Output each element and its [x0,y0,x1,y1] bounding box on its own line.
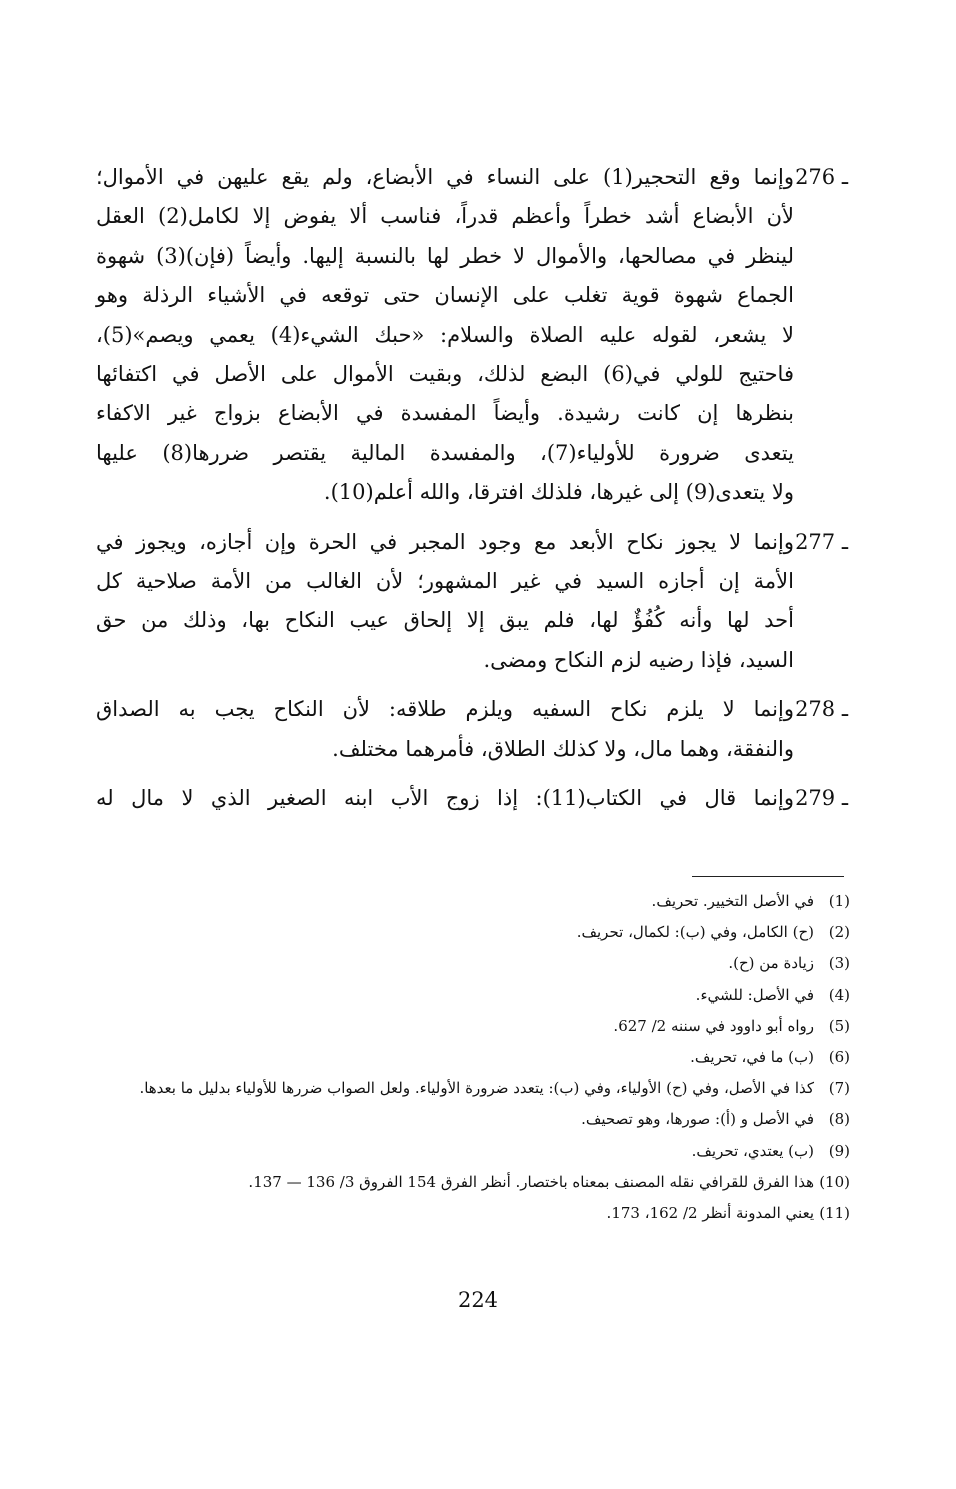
footnote-text: رواه أبو داوود في سننه 2/ 627. [613,1016,814,1035]
paragraph-279 [96,779,848,818]
text-line: بنظرها إن كانت رشيدة. وأيضاً المفسدة في الأبضاع بزواج غير الاكفاء [96,401,794,426]
text-line: وإنما قال في الكتاب(11): إذا زوج الأب ابنه الصغير الذي لا مال له [96,786,794,811]
paragraph-number: 277 ـ [795,523,848,562]
footnote-5 [90,1011,850,1042]
footnote-number: (11) [819,1204,850,1223]
text-line: ولا يتعدى(9) إلى غيرها، فلذلك افترقا، والله أعلم(10). [323,480,794,505]
footnote-number: (6) [828,1048,850,1067]
paragraph-276 [96,158,848,513]
footnote-3 [90,948,850,979]
paragraph-277 [96,523,848,681]
text-line: لأن الأبضاع أشد خطراً وأعظم قدراً، فناسب ألا يفوض إلا لكامل(2) العقل [96,204,795,229]
text-line: أحد لها وأنه كُفُؤٌ لها، فلم يبق إلا إلحاق عيب النكاح بها، وذلك من حق [96,608,794,633]
text-line: وإنما لا يلزم نكاح السفيه ويلزم طلاقه: لأن النكاح يجب به الصداق [96,697,794,722]
footnote-number: (9) [828,1141,850,1160]
footnote-number: (4) [828,985,850,1004]
paragraph-number: 278 ـ [795,690,848,729]
footnote-number: (10) [819,1172,850,1191]
text-line: وإنما وقع التحجير(1) على النساء في الأبضاع، ولم يقع عليهن في الأموال؛ [96,165,794,189]
footnote-divider [692,876,844,877]
footnote-number: (2) [828,923,850,942]
footnote-text: يعني المدونة أنظر 2/ 162، 173. [606,1204,814,1223]
footnote-1 [90,886,850,917]
footnote-text: في الأصل و (أ): صورها، وهو تصحيف. [581,1110,814,1129]
footnote-11 [90,1198,850,1229]
footnote-text: في الأصل: للشيء. [695,985,814,1004]
text-line: الجماع شهوة قوية تغلب على الإنسان حتى توقعه في الأشياء الرذلة وهو [96,283,794,308]
footnote-10 [90,1167,850,1198]
footnote-4 [90,980,850,1011]
footnote-number: (1) [828,892,850,910]
footnotes [90,886,850,1229]
footnote-number: (8) [828,1110,850,1129]
paragraph-278 [96,690,848,769]
footnote-9 [90,1136,850,1167]
footnote-6 [90,1042,850,1073]
text-line: لينظر في مصالحها، والأموال لا خطر لها بالنسبة إليها. وأيضاً (فإن)(3) شهوة [96,243,794,268]
footnote-text: (ح) الكامل، وفي (ب): لكمال، تحريف. [576,923,814,942]
footnote-8 [90,1104,850,1135]
footnote-number: (7) [828,1079,850,1098]
footnote-7 [90,1073,850,1104]
text-line: الأمة إن أجازه السيد في غير المشهور؛ لأن الغالب من الأمة صلاحية كل [96,569,794,594]
text-line: يتعدى ضرورة للأولياء(7)، والمفسدة المالية يقتصر ضررها(8) عليها [96,440,794,465]
main-text [96,158,848,829]
paragraph-number: 279 ـ [795,779,848,818]
page-number: 224 [457,1288,499,1312]
footnote-2 [90,917,850,948]
text-line: والنفقة، وهما مال، ولا كذلك الطلاق، فأمرهما مختلف. [332,736,794,761]
text-line: لا يشعر، لقوله عليه الصلاة والسلام: «حبك الشيء(4) يعمي ويصم»(5)، [96,322,794,347]
footnote-text: كذا في الأصل، وفي (ح) الأولياء، وفي (ب): يتعدد ضرورة الأولياء. ولعل الصواب ضررها للأولياء بدليل ما بعدها. [139,1079,814,1098]
footnote-text: (ب) يعتدي، تحريف. [691,1141,814,1160]
text-line: السيد، فإذا رضيه لزم النكاح ومضى. [483,647,794,672]
footnote-text: في الأصل التخيير. تحريف. [651,892,814,910]
paragraph-number: 276 ـ [795,158,848,197]
text-line: وإنما لا يجوز نكاح الأبعد مع وجود المجبر في الحرة وإن أجازه، ويجوز في [96,529,794,554]
footnote-text: هذا الفرق للقرافي نقله المصنف بمعناه باختصار. أنظر الفرق 154 الفروق 3/ 136 — 137. [248,1172,814,1191]
footnote-number: (5) [828,1016,850,1035]
text-line: فاحتيج للولي في(6) البضع لذلك، وبقيت الأموال على الأصل في اكتفائها [96,362,794,387]
footnote-text: (ب) ما في، تحريف. [690,1048,814,1067]
footnote-text: زيادة من (ح). [728,954,814,973]
footnote-number: (3) [828,954,850,973]
